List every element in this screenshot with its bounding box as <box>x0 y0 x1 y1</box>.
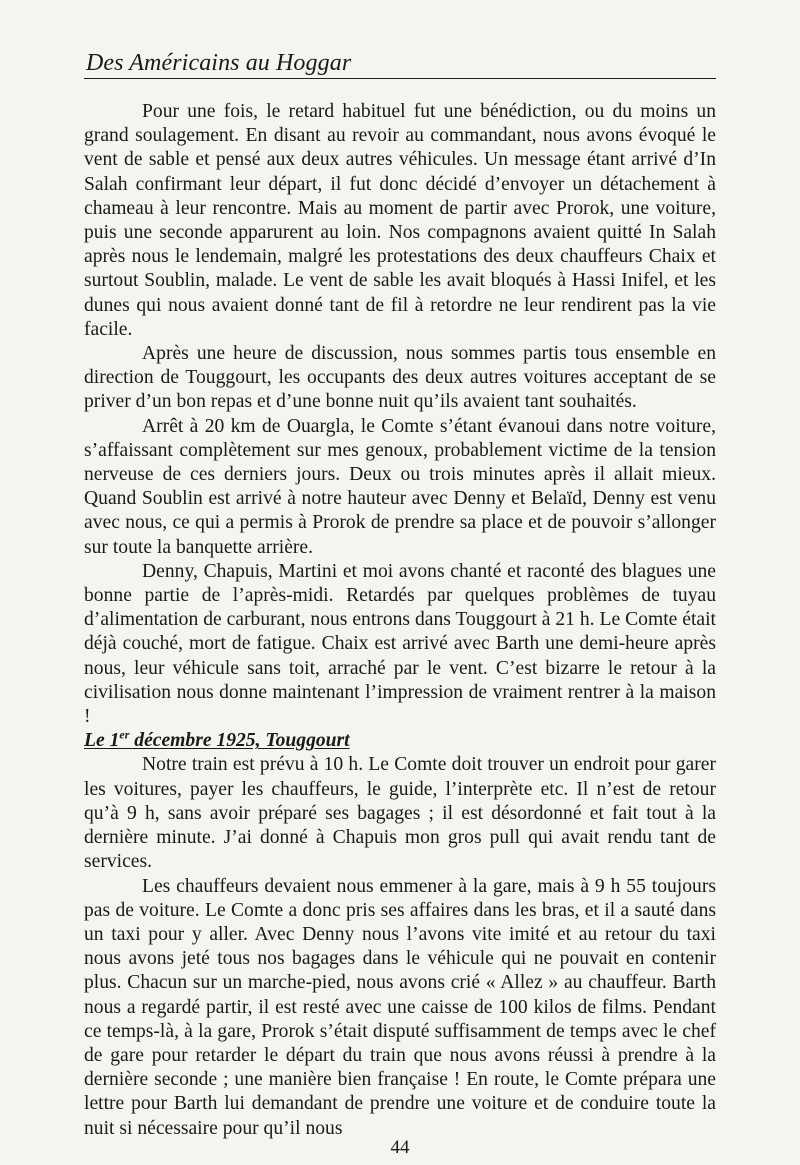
paragraph: Notre train est prévu à 10 h. Le Comte doit trouver un endroit pour garer les voitures, payer les chauffeurs, le guide, l’interprète etc. Il n’est de retour qu’à 9 h, sans avoir préparé ses bagages ; il est désordonné et fait tout à la dernière minute. J’ai donné à Chapuis mon gros pull qui avait rendu tant de services. <box>84 754 716 873</box>
dateline-superscript: er <box>119 727 130 742</box>
paragraph: Après une heure de discussion, nous sommes partis tous ensemble en direction de Touggourt, les occupants des deux autres voitures acceptant de se priver d’un bon repas et d’une bonne nuit qu’ils avaient tant souhaités. <box>84 343 716 413</box>
dateline-prefix: Le 1 <box>84 730 120 752</box>
paragraph: Les chauffeurs devaient nous emmener à la gare, mais à 9 h 55 toujours pas de voiture. Le Comte a donc pris ses affaires dans les bras, et il a sauté dans un taxi pour y aller. Avec Denny nous l’avons vite imité et au retour du taxi nous avons jeté tous nos bagages dans le véhicule qui ne pouvait en contenir plus. Chacun sur un marche-pied, nous avons crié « Allez » au chauffeur. Barth nous a regardé partir, il est resté avec une caisse de 100 kilos de films. Pendant ce temps-là, à la gare, Prorok s’était disputé suffisamment de temps avec le chef de gare pour retarder le départ du train que nous avons réussi à prendre à la dernière seconde ; une manière bien française ! En route, le Comte prépara une lettre pour Barth lui demandant de prendre une voiture et de conduire toute la nuit si nécessaire pour qu’il nous <box>84 875 716 1139</box>
header-rule <box>84 78 716 79</box>
section-dateline <box>84 729 716 753</box>
running-title: Des Américains au Hoggar <box>86 50 352 76</box>
paragraph: Pour une fois, le retard habituel fut une bénédiction, ou du moins un grand soulagement. En disant au revoir au commandant, nous avons évoqué le vent de sable et pensé aux deux autres véhicules. Un message étant arrivé d’In Salah confirmant leur départ, il fut donc décidé d’envoyer un détachement à chameau à leur rencontre. Mais au moment de partir avec Prorok, une voiture, puis une seconde apparurent au loin. Nos compagnons avaient quitté In Salah après nous le lendemain, malgré les protestations des deux chauffeurs Chaix et surtout Soublin, malade. Le vent de sable les avait bloqués à Hassi Inifel, et les dunes qui nous avaient donné tant de fil à retordre ne leur rendirent pas la vie facile. <box>84 101 716 340</box>
page-number: 44 <box>390 1137 410 1158</box>
body-text <box>84 100 716 1141</box>
dateline-suffix: décembre 1925, Touggourt <box>129 730 350 752</box>
paragraph: Denny, Chapuis, Martini et moi avons chanté et raconté des blagues une bonne partie de l’après-midi. Retardés par quelques problèmes de tuyau d’alimentation de carburant, nous entrons dans Touggourt à 21 h. Le Comte était déjà couché, mort de fatigue. Chaix est arrivé avec Barth une demi-heure après nous, leur véhicule sans toit, arraché par le vent. C’est bizarre le retour à la civilisation nous donne maintenant l’impression de vraiment rentrer à la maison ! <box>84 560 716 728</box>
paragraph: Arrêt à 20 km de Ouargla, le Comte s’étant évanoui dans notre voiture, s’affaissant complètement sur mes genoux, probablement victime de la tension nerveuse de ces derniers jours. Deux ou trois minutes après il allait mieux. Quand Soublin est arrivé à notre hauteur avec Denny et Belaïd, Denny est venu avec nous, ce qui a permis à Prorok de prendre sa place et de pouvoir s’allonger sur toute la banquette arrière. <box>84 415 716 558</box>
